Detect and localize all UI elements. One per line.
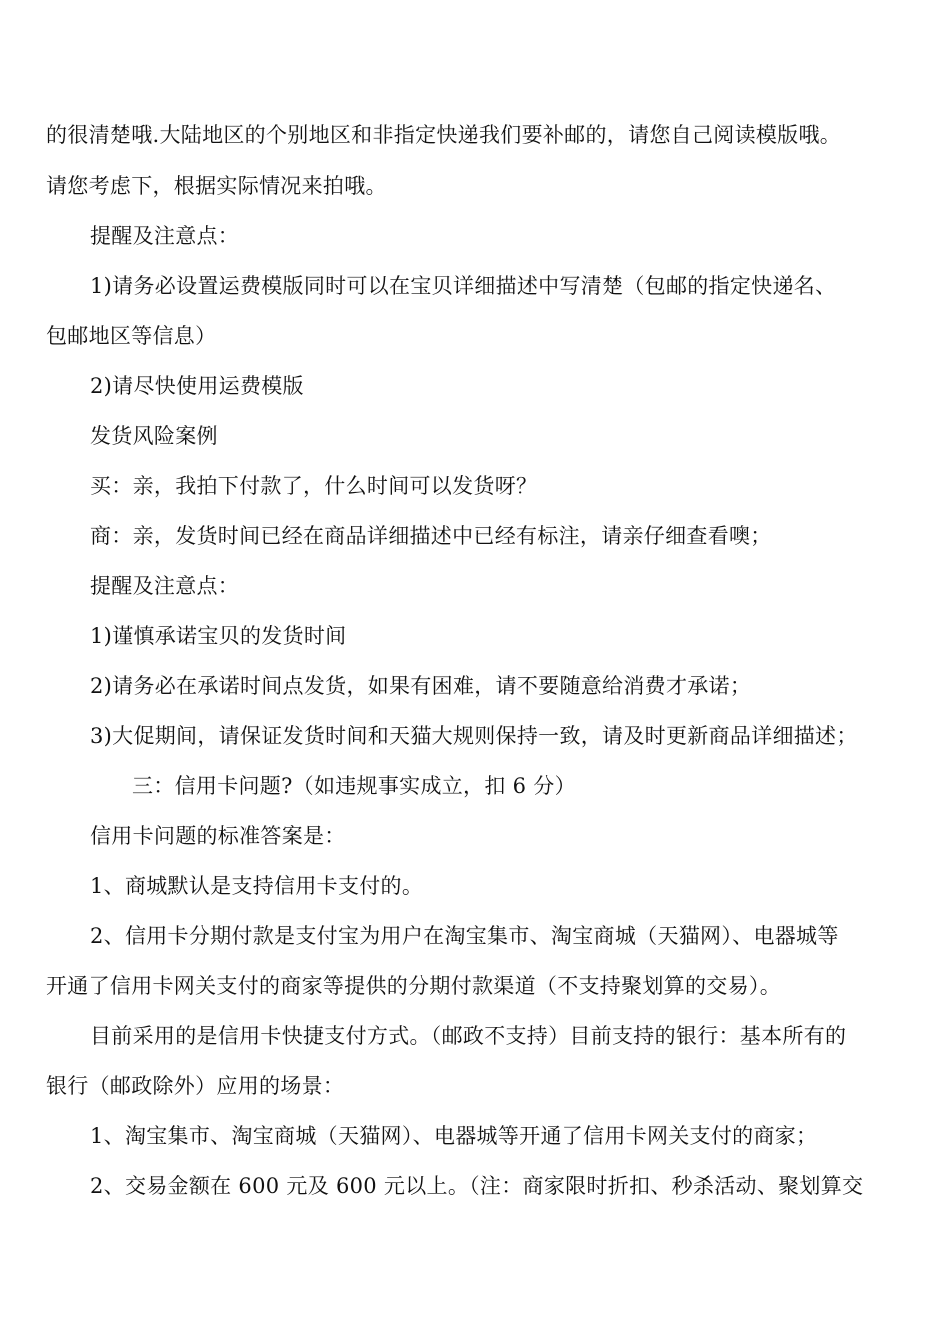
- list-item: 1、淘宝集市、淘宝商城（天猫网）、电器城等开通了信用卡网关支付的商家；: [90, 1124, 818, 1148]
- paragraph-line: 开通了信用卡网关支付的商家等提供的分期付款渠道（不支持聚划算的交易）。: [46, 974, 781, 998]
- list-item: 2、交易金额在 600 元及 600 元以上。（注：商家限时折扣、秒杀活动、聚划算交: [90, 1174, 864, 1198]
- paragraph-line: 银行（邮政除外）应用的场景：: [46, 1074, 345, 1098]
- list-item: 1)请务必设置运费模版同时可以在宝贝详细描述中写清楚（包邮的指定快递名、: [90, 274, 837, 298]
- paragraph-line: 目前采用的是信用卡快捷支付方式。（邮政不支持）目前支持的银行：基本所有的: [90, 1024, 847, 1048]
- list-item: 2、信用卡分期付款是支付宝为用户在淘宝集市、淘宝商城（天猫网）、电器城等: [90, 924, 839, 948]
- paragraph-line: 信用卡问题的标准答案是：: [90, 824, 346, 848]
- section-heading: 提醒及注意点：: [90, 224, 240, 248]
- section-title: 三：信用卡问题?（如违规事实成立，扣 6 分）: [132, 774, 576, 798]
- dialogue-line: 买：亲，我拍下付款了，什么时间可以发货呀？: [90, 474, 538, 498]
- section-heading: 提醒及注意点：: [90, 574, 240, 598]
- list-item: 1、商城默认是支持信用卡支付的。: [90, 874, 424, 898]
- paragraph-line: 包邮地区等信息）: [46, 324, 217, 348]
- list-item: 3)大促期间，请保证发货时间和天猫大规则保持一致，请及时更新商品详细描述；: [90, 724, 858, 748]
- list-item: 2)请务必在承诺时间点发货，如果有困难，请不要随意给消费才承诺；: [90, 674, 752, 698]
- section-heading: 发货风险案例: [90, 424, 218, 448]
- paragraph-line: 请您考虑下，根据实际情况来拍哦。: [46, 174, 387, 198]
- dialogue-line: 商：亲，发货时间已经在商品详细描述中已经有标注，请亲仔细查看噢；: [90, 524, 772, 548]
- list-item: 2)请尽快使用运费模版: [90, 374, 304, 398]
- paragraph-line: 的很清楚哦.大陆地区的个别地区和非指定快递我们要补邮的，请您自己阅读模版哦。: [46, 123, 842, 147]
- list-item: 1)谨慎承诺宝贝的发货时间: [90, 624, 347, 648]
